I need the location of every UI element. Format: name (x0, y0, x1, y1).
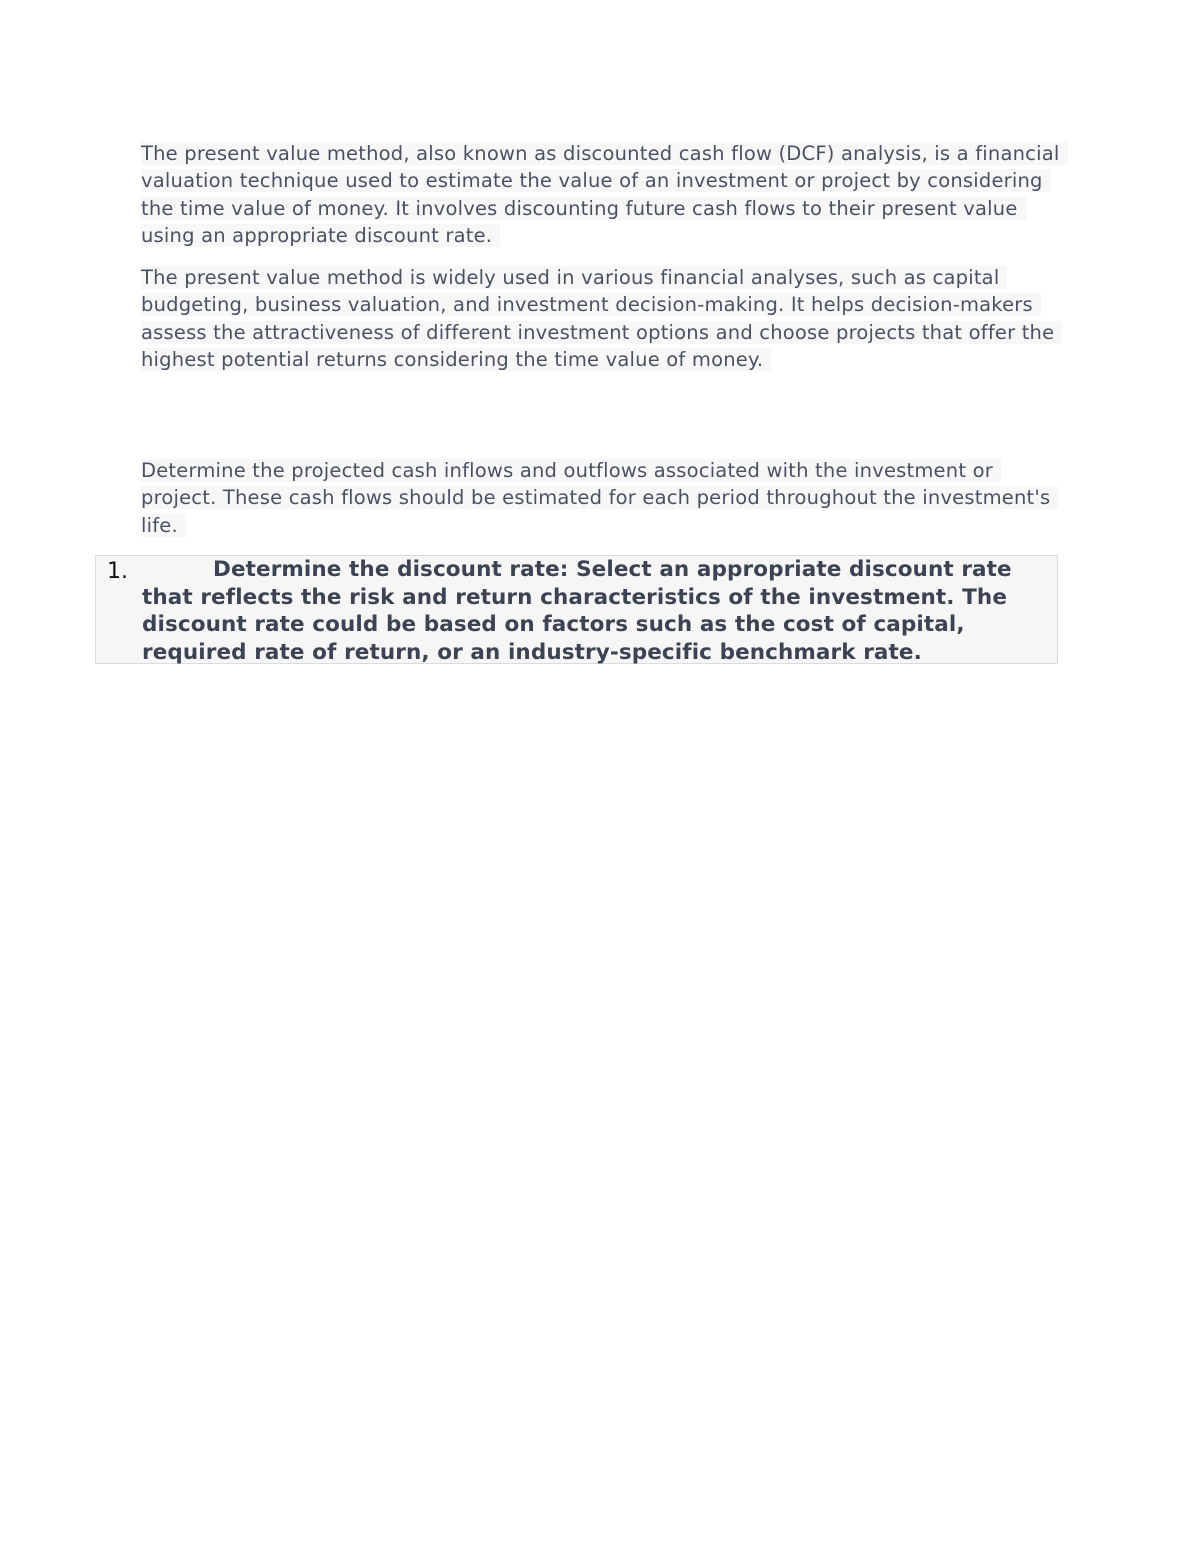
list-item-text: Determine the discount rate: Select an appropriate discount rate that reflects the risk and return characteristics of the investment. The discount rate could be based on factors such as the cost of capital, required rate of return, or an industry-specific benchmark rate. (142, 557, 1012, 665)
paragraph-present-value-intro (141, 140, 1061, 249)
paragraph-cash-flows (141, 457, 1061, 539)
paragraph-text: The present value method is widely used in various financial analyses, such as capital budgeting, business valuation, and investment decision-making. It helps decision-makers assess the attractiveness of different investment options and choose projects that offer the highest potential returns considering the time value of money. (141, 266, 1062, 371)
list-number: 1. (107, 559, 128, 584)
numbered-list-item (95, 555, 1058, 664)
paragraph-text: The present value method, also known as discounted cash flow (DCF) analysis, is a financial valuation technique used to estimate the value of an investment or project by considering the time value of money. It involves discounting future cash flows to their present value using an appropriate discount rate. (141, 142, 1068, 247)
paragraph-present-value-uses (141, 264, 1061, 373)
paragraph-text: Determine the projected cash inflows and outflows associated with the investment or project. These cash flows should be estimated for each period throughout the investment's life. (141, 459, 1058, 537)
